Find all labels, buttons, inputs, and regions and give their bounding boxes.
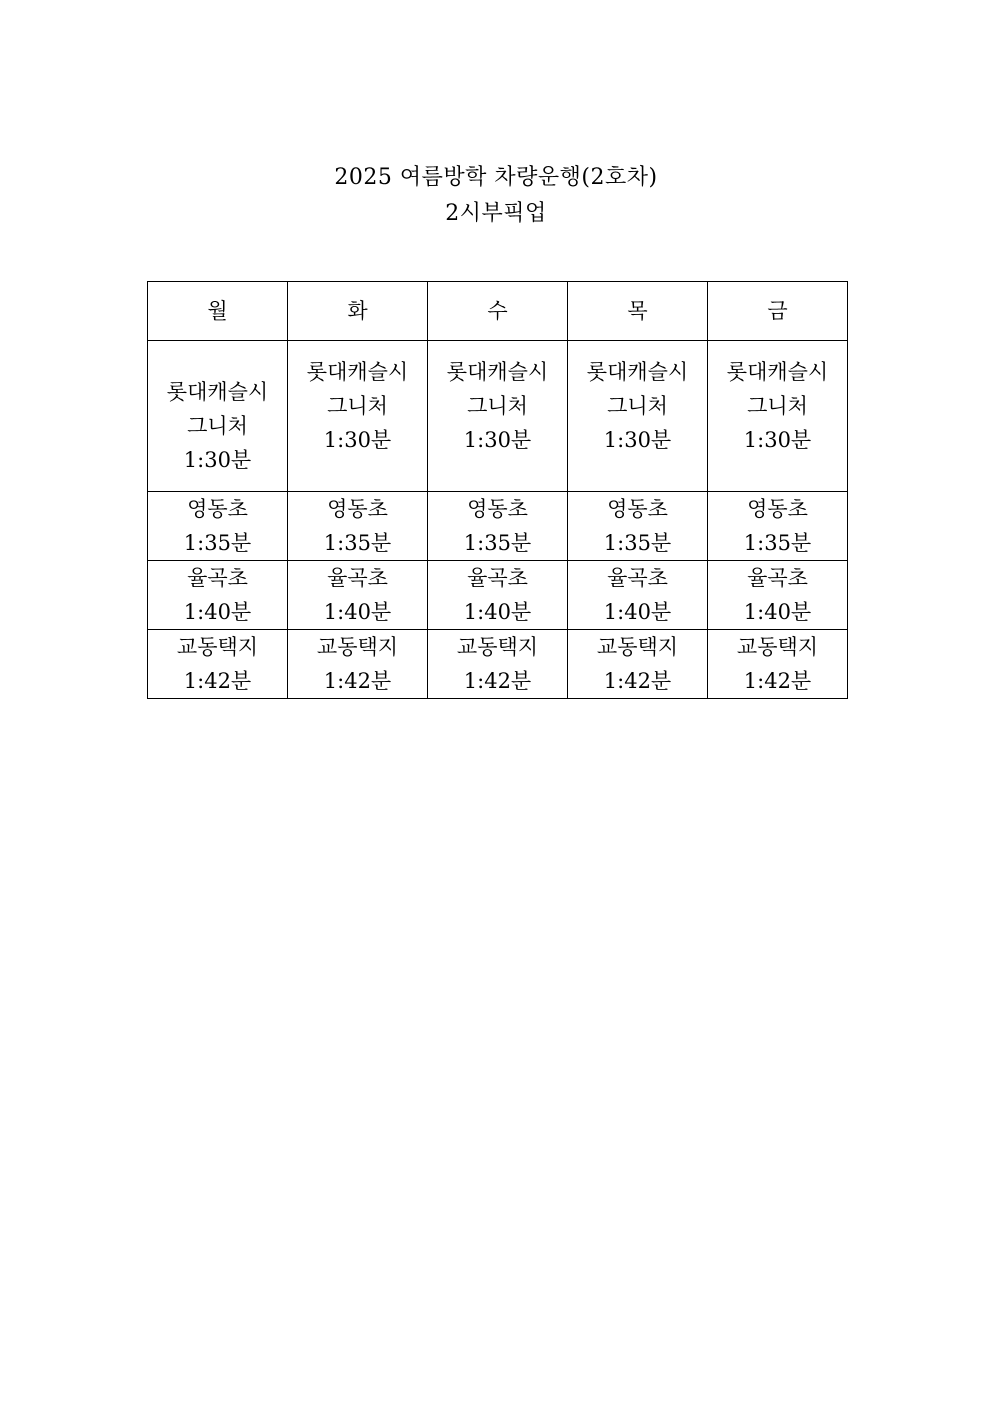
stop-name: 율곡초	[747, 566, 808, 590]
stop-name: 영동초	[327, 497, 388, 521]
stop-name: 율곡초	[467, 566, 528, 590]
stop-name: 영동초	[607, 497, 668, 521]
header-fri: 금	[708, 282, 848, 341]
pickup-time: 1:35분	[323, 531, 392, 555]
stop-name: 율곡초	[327, 566, 388, 590]
stop-name: 영동초	[747, 497, 808, 521]
pickup-time: 1:40분	[743, 600, 812, 624]
pickup-time: 1:42분	[603, 669, 672, 693]
stop-name: 교동택지	[176, 635, 259, 659]
pickup-time: 1:42분	[323, 669, 392, 693]
table-cell	[148, 630, 288, 699]
pickup-time: 1:40분	[603, 600, 672, 624]
document-title: 2025 여름방학 차량운행(2호차)	[334, 165, 658, 190]
table-cell	[288, 341, 428, 492]
table-cell	[708, 492, 848, 561]
stop-name-line1: 롯대캐슬시	[446, 360, 549, 384]
stop-name-line2: 그니처	[467, 394, 528, 418]
stop-name: 교동택지	[456, 635, 539, 659]
pickup-time: 1:30분	[463, 428, 532, 452]
pickup-time: 1:42분	[743, 669, 812, 693]
schedule-table	[147, 281, 848, 699]
document-subtitle: 2시부픽업	[445, 201, 547, 226]
table-cell	[148, 341, 288, 492]
document-title-block	[0, 160, 992, 232]
pickup-time: 1:40분	[463, 600, 532, 624]
table-header-row	[148, 282, 848, 341]
stop-name-line2: 그니처	[187, 414, 248, 438]
stop-name: 교동택지	[736, 635, 819, 659]
table-cell	[288, 630, 428, 699]
table-cell	[708, 630, 848, 699]
table-cell	[568, 630, 708, 699]
pickup-time: 1:35분	[183, 531, 252, 555]
table-cell	[568, 341, 708, 492]
table-cell	[428, 341, 568, 492]
stop-name-line1: 롯대캐슬시	[306, 360, 409, 384]
table-cell	[428, 492, 568, 561]
stop-name: 교동택지	[316, 635, 399, 659]
table-row	[148, 341, 848, 492]
table-cell	[428, 561, 568, 630]
header-wed: 수	[428, 282, 568, 341]
pickup-time: 1:42분	[463, 669, 532, 693]
table-cell	[288, 492, 428, 561]
table-cell	[148, 561, 288, 630]
stop-name-line2: 그니처	[747, 394, 808, 418]
table-cell	[568, 561, 708, 630]
table-cell	[708, 341, 848, 492]
header-mon: 월	[148, 282, 288, 341]
table-row	[148, 630, 848, 699]
header-thu: 목	[568, 282, 708, 341]
pickup-time: 1:30분	[323, 428, 392, 452]
header-tue: 화	[288, 282, 428, 341]
stop-name: 교동택지	[596, 635, 679, 659]
stop-name-line1: 롯대캐슬시	[586, 360, 689, 384]
table-cell	[568, 492, 708, 561]
pickup-time: 1:35분	[603, 531, 672, 555]
stop-name-line2: 그니처	[327, 394, 388, 418]
stop-name: 영동초	[187, 497, 248, 521]
table-cell	[288, 561, 428, 630]
pickup-time: 1:35분	[743, 531, 812, 555]
stop-name-line1: 롯대캐슬시	[166, 380, 269, 404]
table-row	[148, 561, 848, 630]
stop-name: 율곡초	[187, 566, 248, 590]
pickup-time: 1:35분	[463, 531, 532, 555]
pickup-time: 1:42분	[183, 669, 252, 693]
stop-name: 영동초	[467, 497, 528, 521]
table-row	[148, 492, 848, 561]
pickup-time: 1:30분	[743, 428, 812, 452]
pickup-time: 1:30분	[183, 448, 252, 472]
pickup-time: 1:30분	[603, 428, 672, 452]
pickup-time: 1:40분	[323, 600, 392, 624]
table-cell	[428, 630, 568, 699]
stop-name-line2: 그니처	[607, 394, 668, 418]
table-cell	[148, 492, 288, 561]
stop-name-line1: 롯대캐슬시	[726, 360, 829, 384]
pickup-time: 1:40분	[183, 600, 252, 624]
stop-name: 율곡초	[607, 566, 668, 590]
table-cell	[708, 561, 848, 630]
